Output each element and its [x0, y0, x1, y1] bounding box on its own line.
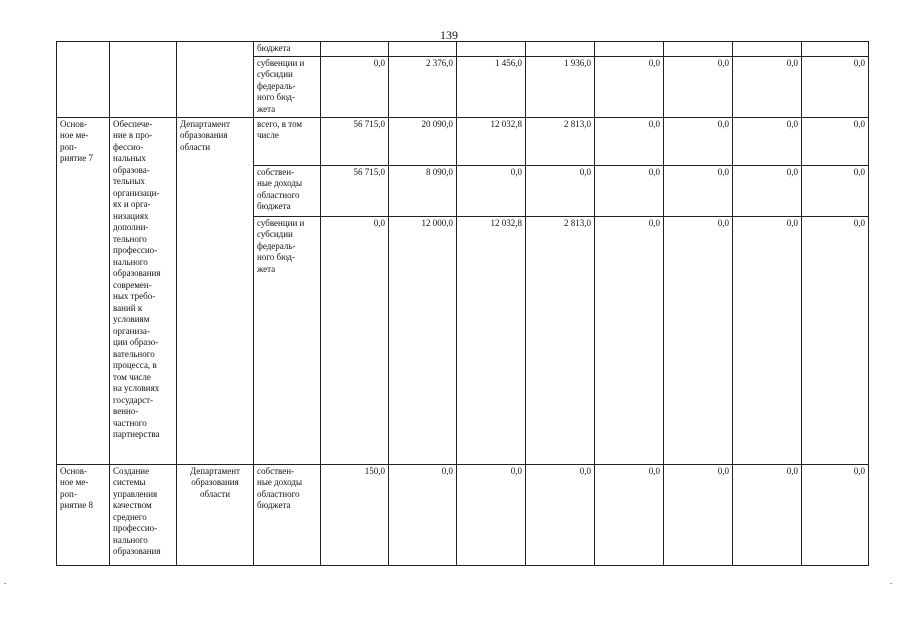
value-cell: 0,0 [802, 464, 869, 565]
table-row-measure-7-total [57, 117, 869, 165]
value-cell: 0,0 [733, 165, 802, 216]
value-cell: 0,0 [733, 464, 802, 565]
value-cell: 12 032,8 [457, 216, 526, 464]
source-cell: всего, в том числе [254, 117, 321, 165]
value-cell: 12 032,8 [457, 117, 526, 165]
value-cell: 2 813,0 [526, 117, 595, 165]
table-row-continuation-header [57, 42, 869, 57]
value-cell: 0,0 [664, 165, 733, 216]
value-cell: 12 000,0 [389, 216, 457, 464]
value-cell: 0,0 [595, 117, 664, 165]
value-cell: 0,0 [526, 165, 595, 216]
value-cell: 0,0 [389, 464, 457, 565]
value-cell: 20 090,0 [389, 117, 457, 165]
value-cell: 0,0 [802, 56, 869, 117]
source-cell: собствен- ные доходы областного бюджета [254, 165, 321, 216]
value-cell: 0,0 [802, 117, 869, 165]
value-cell: 0,0 [664, 117, 733, 165]
value-cell: 150,0 [321, 464, 389, 565]
source-cell: собствен- ные доходы областного бюджета [254, 464, 321, 565]
value-cell: 0,0 [733, 216, 802, 464]
scan-mark: . [4, 576, 7, 586]
value-cell: 0,0 [733, 117, 802, 165]
source-cell: бюджета [254, 42, 321, 57]
label-cell [57, 42, 110, 118]
value-cell: 0,0 [664, 56, 733, 117]
budget-table [56, 41, 869, 566]
executor-cell [177, 42, 254, 118]
value-cell: 0,0 [321, 56, 389, 117]
value-cell: 0,0 [321, 216, 389, 464]
value-cell: 1 456,0 [457, 56, 526, 117]
measure-executor: Департамент образования области [177, 464, 254, 565]
measure-executor: Департамент образования области [177, 117, 254, 464]
measure-name: Создание системы управления качеством среднего профессио- нального образования [110, 464, 177, 565]
value-cell: 0,0 [595, 216, 664, 464]
value-cell: 8 090,0 [389, 165, 457, 216]
value-cell: 56 715,0 [321, 117, 389, 165]
measure-label: Основ- ное ме- роп- риятие 7 [57, 117, 110, 464]
value-cell: 1 936,0 [526, 56, 595, 117]
value-cell: 2 376,0 [389, 56, 457, 117]
value-cell: 0,0 [526, 464, 595, 565]
source-cell: субвенции и субсидии федераль- ного бюд- жета [254, 56, 321, 117]
scan-mark: . [890, 576, 893, 586]
table-row-measure-8 [57, 464, 869, 565]
measure-name: Обеспече- ние в про- фессио- нальных образова- тельных организаци- ях и орга- низациях дополни- тельного профессио- нального образования современ- ных требо- ваний к условиям организа- ции образо- вательного процесса, в том числе на условиях государст- венно- частного партнерства [110, 117, 177, 464]
value-cell: 0,0 [733, 56, 802, 117]
value-cell: 0,0 [802, 216, 869, 464]
value-cell: 56 715,0 [321, 165, 389, 216]
value-cell: 0,0 [802, 165, 869, 216]
value-cell: 0,0 [595, 165, 664, 216]
source-cell: субвенции и субсидии федераль- ного бюд- жета [254, 216, 321, 464]
measure-label: Основ- ное ме- роп- риятие 8 [57, 464, 110, 565]
name-cell [110, 42, 177, 118]
value-cell: 0,0 [664, 216, 733, 464]
value-cell: 0,0 [595, 464, 664, 565]
value-cell: 0,0 [664, 464, 733, 565]
value-cell: 2 813,0 [526, 216, 595, 464]
page-number: 139 [440, 28, 458, 42]
value-cell: 0,0 [457, 165, 526, 216]
value-cell: 0,0 [457, 464, 526, 565]
value-cell: 0,0 [595, 56, 664, 117]
